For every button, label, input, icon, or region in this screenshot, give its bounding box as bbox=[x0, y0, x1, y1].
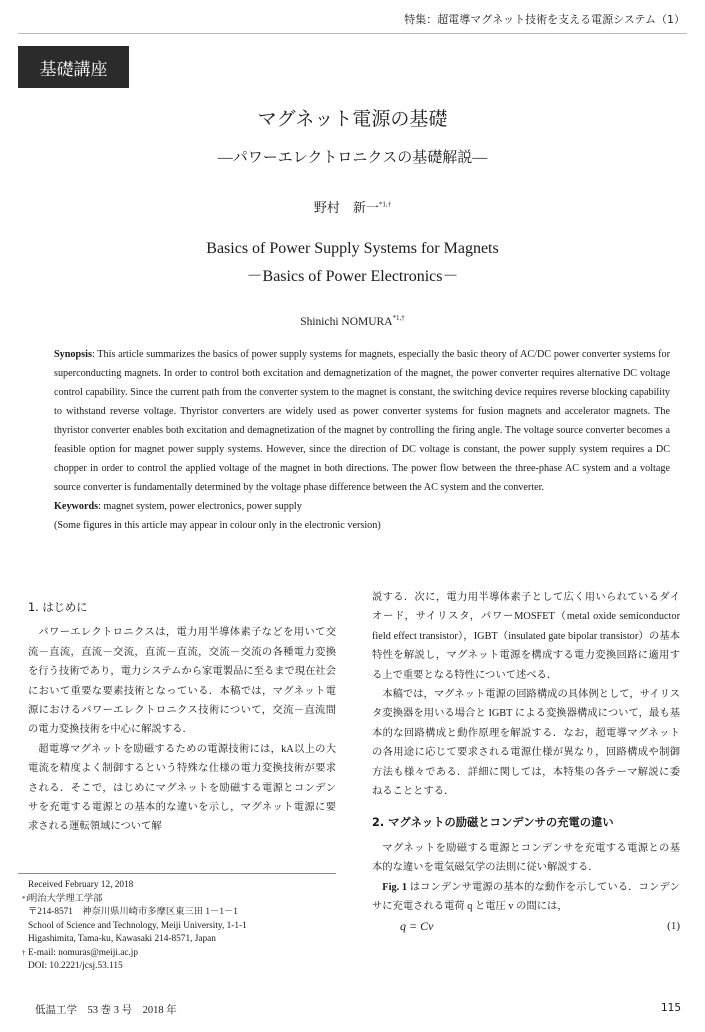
paragraph: パワーエレクトロニクスは，電力用半導体素子などを用いて交流－直流，直流－交流，直流－直流，交流－交流の各種電力変換を行う技術であり，電力システムから家電製品に至るまで現在社会において重要な要素技術となっている．本稿では，マグネット電源におけるパワーエレクトロニクス技術について，交流－直流間の電力変換技術を中心に解説する． bbox=[28, 627, 336, 736]
paragraph: 本稿では，マグネット電源の回路構成の具体例として，サイリスタ変換器を用いる場合と IGBT による変換器構成について，最も基本的な回路構成と動作原理を解説する．なお，超電導マグネットの各用途に応じて要求される電源仕様が異なり，回路構成や制御方法も様々である．詳細に関しては，本特集の各テーマ解説に委ねることとする． bbox=[372, 689, 680, 798]
colour-note: (Some figures in this article may appear in colour only in the electronic version) bbox=[54, 520, 381, 531]
category-badge: 基礎講座 bbox=[18, 46, 129, 88]
keywords-label: Keywords bbox=[54, 501, 99, 512]
equation-number: (1) bbox=[667, 919, 680, 932]
paragraph: マグネットを励磁する電源とコンデンサを充電する電源との基本的な違いを電気磁気学の法則に従い解説する． bbox=[372, 842, 680, 874]
doi[interactable]: DOI: 10.2221/jcsj.53.115 bbox=[28, 961, 123, 971]
affiliation-ja: 明治大学理工学部 bbox=[28, 893, 103, 904]
right-column bbox=[372, 588, 680, 936]
footnotes bbox=[22, 879, 338, 974]
footnote-mark: *1 bbox=[22, 894, 29, 903]
author-ja: 野村 新一$^{*1,\dagger}$ bbox=[313, 200, 392, 215]
running-header: 特集：超電導マグネット技術を支える電源システム（1） bbox=[404, 13, 685, 26]
affiliation-en: School of Science and Technology, Meiji University, 1-1-1 bbox=[28, 920, 247, 931]
footnote-mark: † bbox=[22, 948, 26, 957]
abstract bbox=[40, 345, 670, 535]
journal-footer: 低温工学 53 巻 3 号 2018 年 bbox=[35, 1005, 177, 1016]
title-en: Basics of Power Supply Systems for Magnets bbox=[206, 240, 499, 257]
email[interactable]: E-mail: nomuras@meiji.ac.jp bbox=[28, 947, 139, 958]
paragraph: Fig. 1 はコンデンサ電源の基本的な動作を示している．コンデンサに充電される電荷 q と電圧 v の間には， bbox=[372, 881, 680, 913]
header-divider bbox=[18, 33, 687, 34]
left-column bbox=[28, 588, 336, 837]
equation-1 bbox=[372, 917, 680, 936]
page-number: 115 bbox=[660, 1002, 681, 1014]
subtitle-en: －Basics of Power Electronics－ bbox=[246, 268, 459, 285]
section-heading-2: 2. マグネットの励磁とコンデンサの充電の違い bbox=[372, 816, 614, 830]
equation-formula: q = Cv bbox=[400, 918, 434, 933]
address-en: Higashimita, Tama-ku, Kawasaki 214-8571, Japan bbox=[28, 934, 216, 944]
section-heading-1: 1. はじめに bbox=[28, 601, 88, 614]
title-ja: マグネット電源の基礎 bbox=[257, 109, 448, 130]
synopsis-label: Synopsis bbox=[54, 349, 92, 360]
paragraph: 超電導マグネットを励磁するための電源技術には，kA以上の大電流を精度よく制御するという特殊な仕様の電力変換技術が要求される．そこで，はじめにマグネットを励磁する電源とコンデンサを充電する電源との基本的な違いを示し，マグネット電源に要求される運転領域について解 bbox=[28, 743, 336, 833]
subtitle-ja: ―パワーエレクトロニクスの基礎解説― bbox=[217, 150, 488, 166]
footnote-divider bbox=[18, 873, 336, 874]
address-ja: 〒214-8571 神奈川県川崎市多摩区東三田 1－1－1 bbox=[28, 907, 238, 917]
paragraph: 説する．次に，電力用半導体素子として広く用いられているダイオード，サイリスタ，パワーMOSFET（metal oxide semiconductor field effect transistor），IGBT（insulated gate bipolar transistor）の基本特性を解説し，マグネット電源を構成する電力変換回路に適用する上で重要となる特性について述べる． bbox=[372, 592, 680, 681]
keywords-text: : magnet system, power electronics, power supply bbox=[98, 501, 302, 512]
author-en: Shinichi $NOMURA^{*1,\dagger}$ bbox=[300, 314, 405, 328]
synopsis-text: : This article summarizes the basics of power supply systems for magnets, especially the basic theory of AC/DC power converter systems for superconducting magnets. In order to control both excitation and demagnetization of the magnet, the power converter requires alternative DC voltage control capability. Since the current path from the converter system to the magnet is constant, the switching device requires reverse blocking capability to withstand reverse voltage. Thyristor converters are widely used as power converter systems for fusion magnets and accelerator magnets. The thyristor converter enables both excitation and demagnetization of the magnet by controlling the firing angle. The voltage source converter becomes a feasible option for magnet power supply systems. However, since the direction of DC voltage is constant, the power supply system requires a DC chopper in order to control the applied voltage of the magnet in both directions. The power flow between the three-phase AC system and a voltage source converter is fundamentally determined by the voltage phase difference between the AC system and the converter. bbox=[54, 349, 670, 493]
figure-ref[interactable]: Fig. 1 bbox=[382, 881, 408, 893]
received-date: Received February 12, 2018 bbox=[28, 880, 134, 890]
